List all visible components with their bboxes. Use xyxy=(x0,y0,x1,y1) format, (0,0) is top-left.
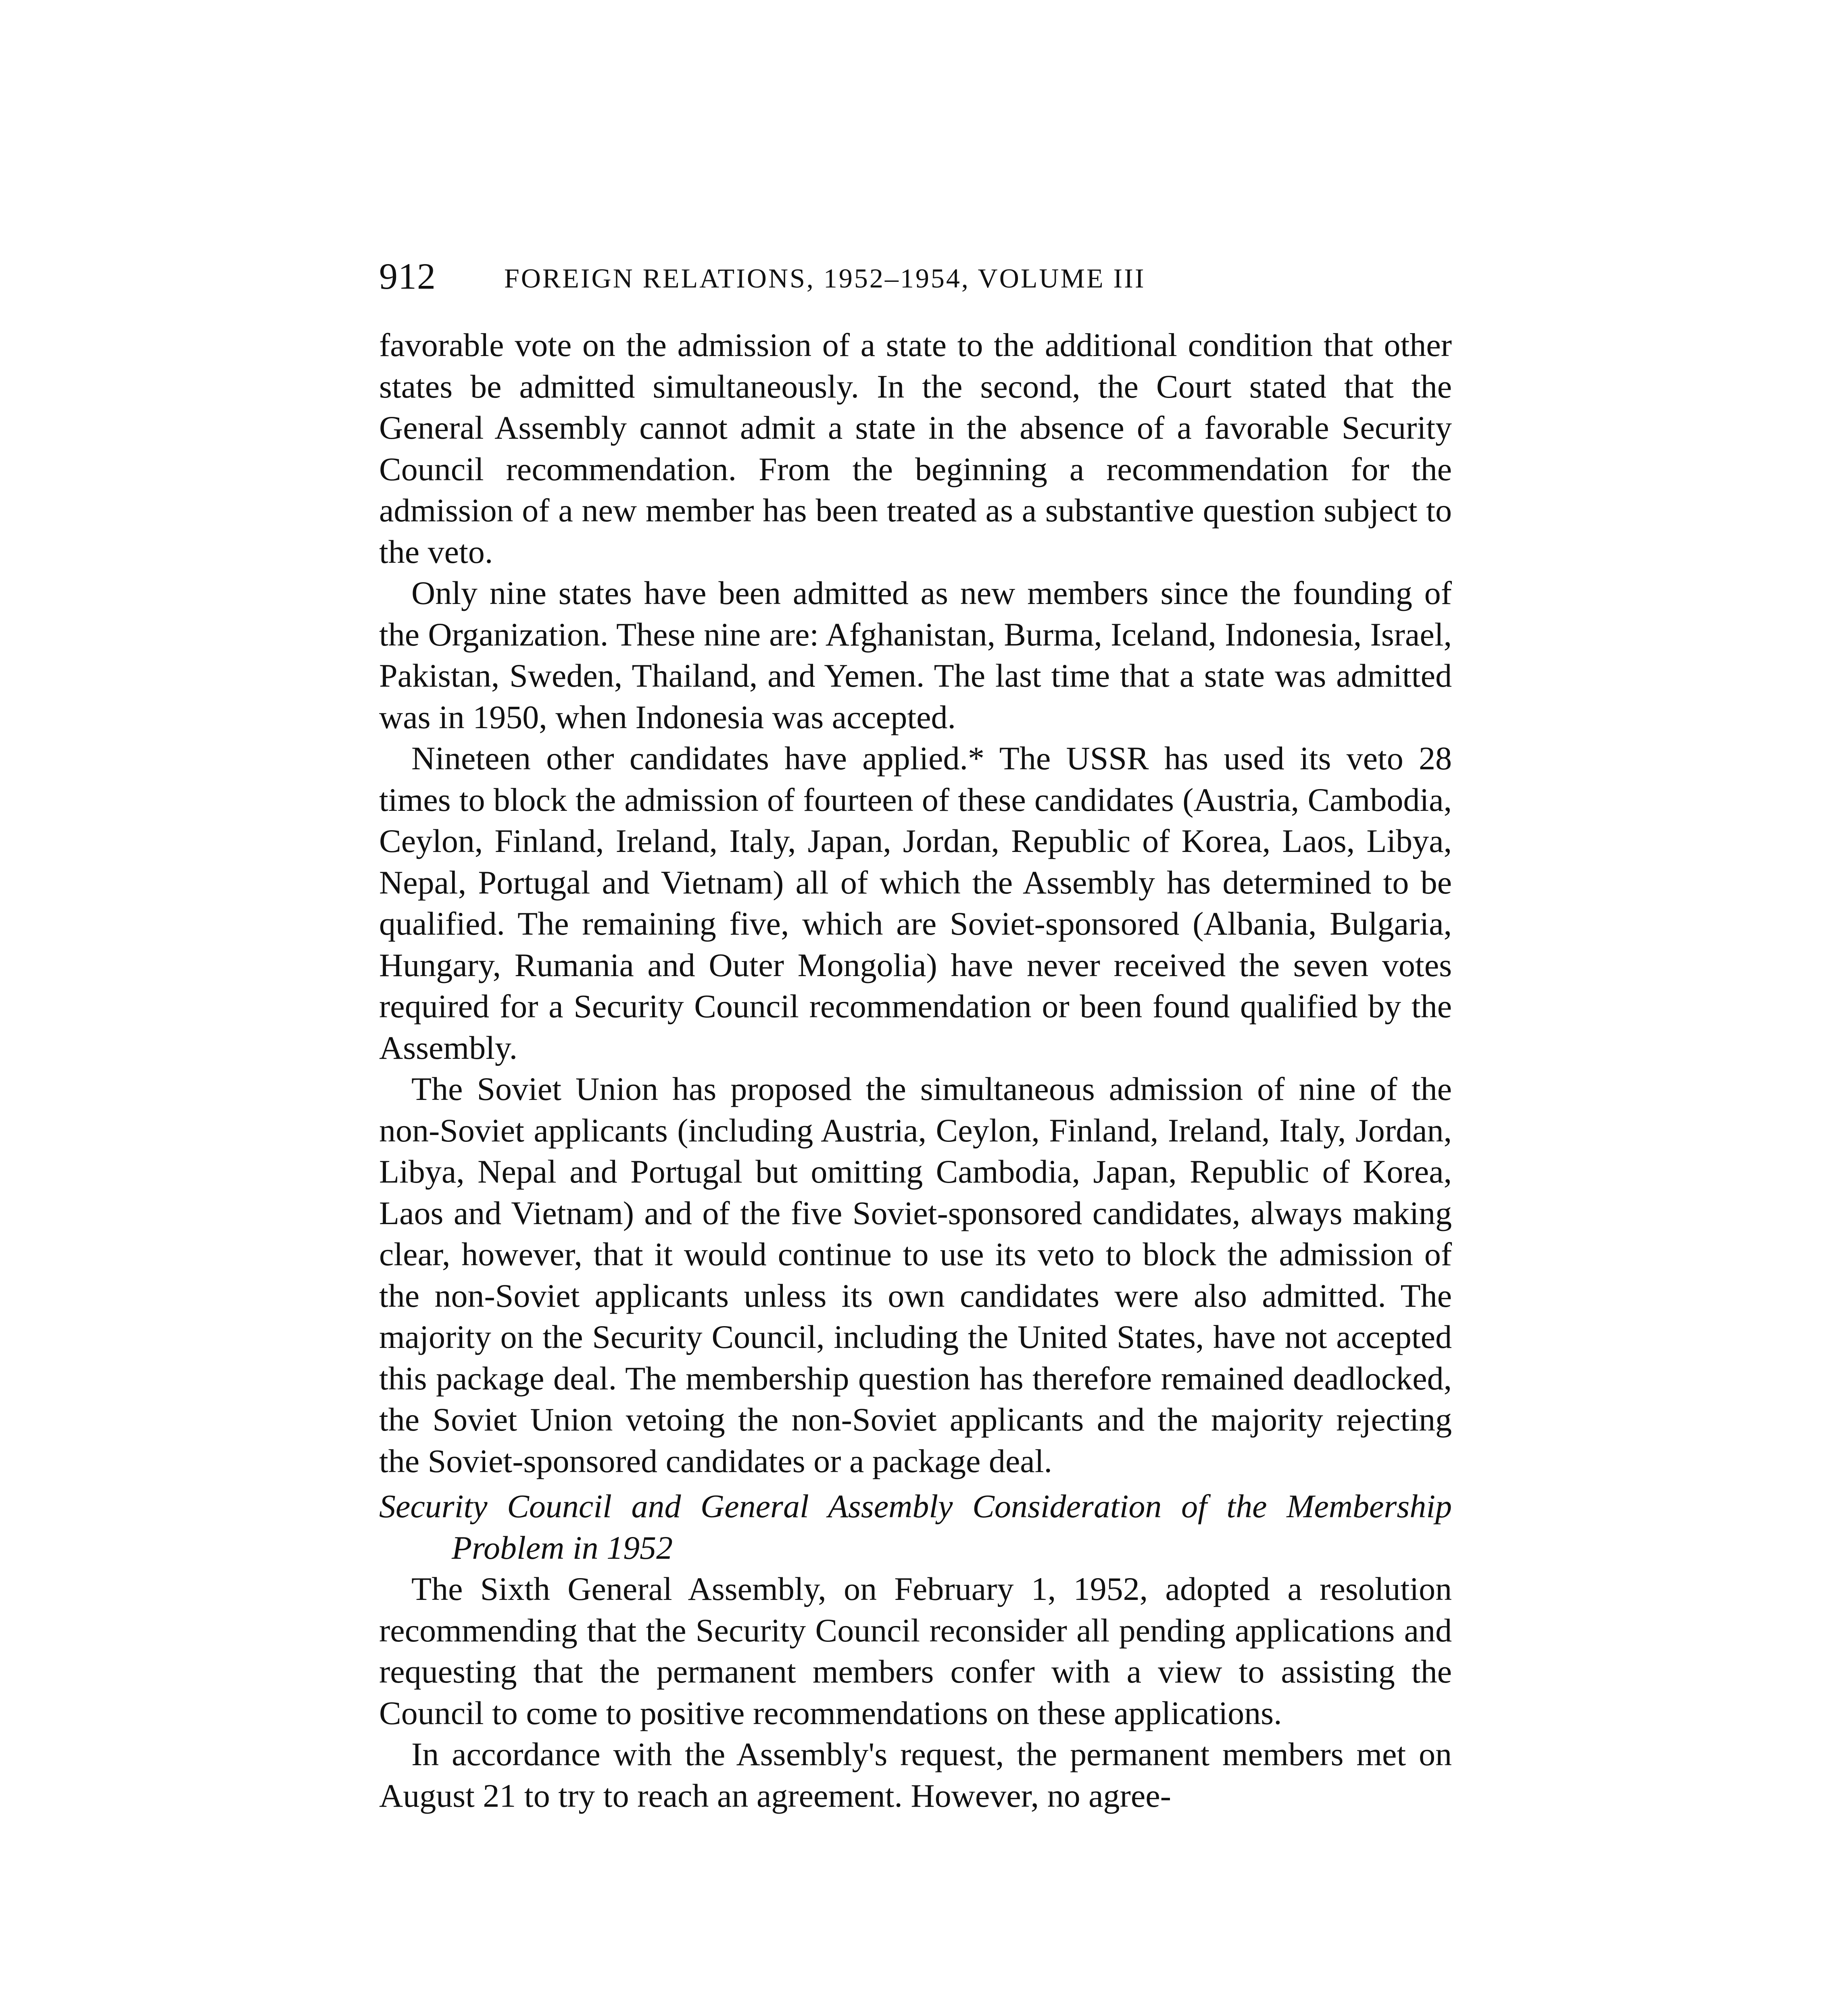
page-number: 912 xyxy=(379,256,436,297)
body-paragraph: Nineteen other candidates have applied.* The USSR has used its veto 28 times to block the admission of fourteen of these candidates (Austria, Cambodia, Ceylon, Finland, Ireland, Italy, Japan, Jordan, Republic of Korea, Laos, Libya, Nepal, Portugal and Vietnam) all of which the Assembly has determined to be qualified. The remaining five, which are Soviet-sponsored (Albania, Bulgaria, Hungary, Rumania and Outer Mongolia) have never received the seven votes required for a Security Council recommendation or been found qualified by the Assembly. xyxy=(379,740,1452,1066)
section-heading: Security Council and General Assembly Consideration of the Membership Problem in 1952 xyxy=(379,1488,1452,1566)
body-paragraph: Only nine states have been admitted as new members since the founding of the Organization. These nine are: Afghanistan, Burma, Iceland, Indonesia, Israel, Pakistan, Sweden, Thailand, and Yemen. The last time that a state was admitted was in 1950, when Indonesia was accepted. xyxy=(379,575,1452,735)
running-title: FOREIGN RELATIONS, 1952–1954, VOLUME III xyxy=(504,263,1146,294)
body-text xyxy=(379,325,1452,1816)
running-header xyxy=(379,254,1468,298)
body-paragraph: The Soviet Union has proposed the simultaneous admission of nine of the non-Soviet applicants (including Austria, Ceylon, Finland, Ireland, Italy, Jordan, Libya, Nepal and Portugal but omitting Cambodia, Japan, Republic of Korea, Laos and Vietnam) and of the five Soviet-sponsored candidates, always making clear, however, that it would continue to use its veto to block the admission of the non-Soviet applicants unless its own candidates were also admitted. The majority on the Security Council, including the United States, have not accepted this package deal. The membership question has therefore remained deadlocked, the Soviet Union vetoing the non-Soviet applicants and the majority rejecting the Soviet-sponsored candidates or a package deal. xyxy=(379,1070,1452,1479)
body-paragraph: The Sixth General Assembly, on February 1, 1952, adopted a resolution recommending that the Security Council reconsider all pending applications and requesting that the permanent members confer with a view to assisting the Council to come to positive recommendations on these applications. xyxy=(379,1570,1452,1731)
body-paragraph: favorable vote on the admission of a state to the additional condition that other states be admitted simultaneously. In the second, the Court stated that the General Assembly cannot admit a state in the absence of a favorable Security Council recommendation. From the beginning a recommendation for the admission of a new member has been treated as a substantive question subject to the veto. xyxy=(379,327,1452,570)
body-paragraph: In accordance with the Assembly's request, the permanent members met on August 21 to try to reach an agreement. However, no agree- xyxy=(379,1736,1452,1814)
